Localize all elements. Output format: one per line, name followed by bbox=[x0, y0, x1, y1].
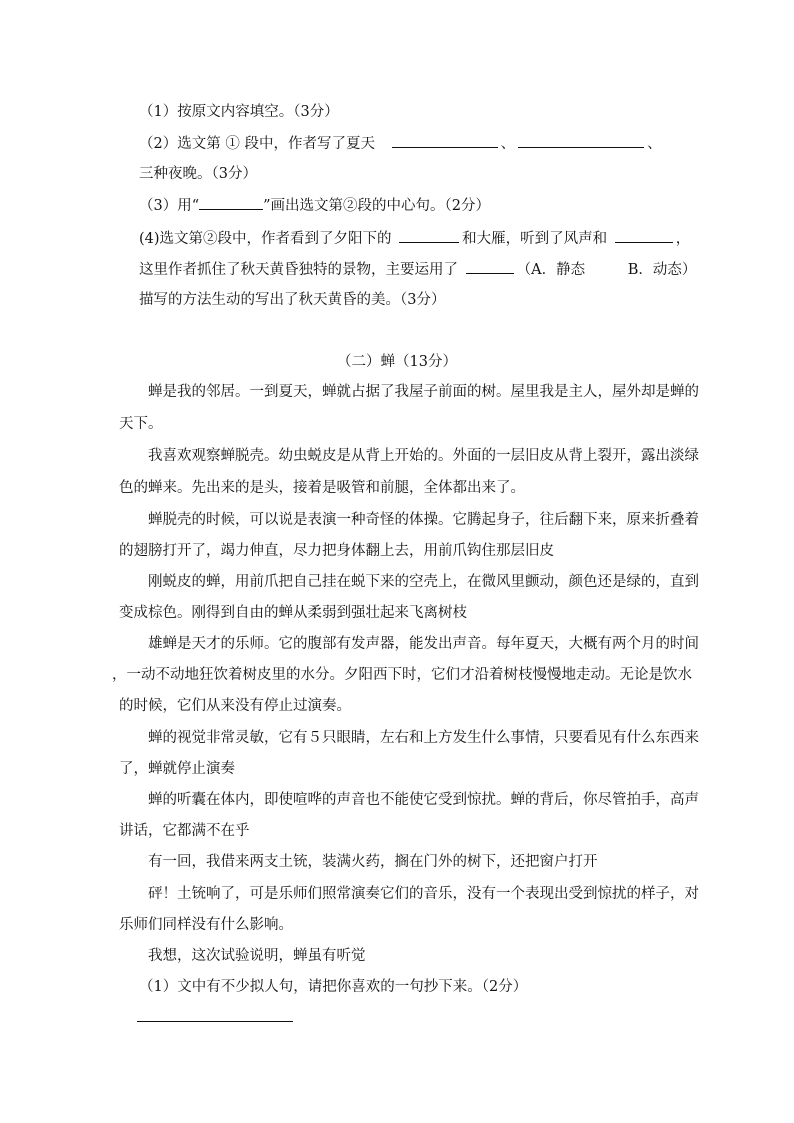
passage-line: 了，蝉就停止演奏 bbox=[119, 761, 235, 777]
passage-line: 变成棕色。刚得到自由的蝉从柔弱到强壮起来飞离树枝 bbox=[119, 605, 467, 621]
question-4-cont2: 描写的方法生动的写出了秋天黄昏的美。（3分） bbox=[139, 292, 446, 308]
question-1: （1）按原文内容填空。（3分） bbox=[139, 104, 339, 120]
answer-blank[interactable] bbox=[392, 133, 498, 148]
passage-line: 蝉的听囊在体内，即使喧哗的声音也不能使它受到惊扰。蝉的背后，你尽管拍手，高声 bbox=[148, 792, 699, 808]
passage-line: 雄蝉是天才的乐师。它的腹部有发声器，能发出声音。每年夏天，大概有两个月的时间 bbox=[148, 636, 699, 652]
question-4-cont: 这里作者抓住了秋天黄昏独特的景物，主要运用了 （A．静态 B．动态） bbox=[139, 259, 696, 280]
passage-line: 我想，这次试验说明，蝉虽有听觉 bbox=[148, 948, 366, 964]
question-4: (4)选文第②段中，作者看到了夕阳下的 和大雁，听到了风声和 ， bbox=[139, 228, 690, 249]
passage-line: ，一动不动地狂饮着树皮里的水分。夕阳西下时，它们才沿着树枝慢慢地走动。无论是饮水 bbox=[112, 667, 692, 683]
passage-line: 的翅膀打开了，竭力伸直，尽力把身体翻上去，用前爪钩住那层旧皮 bbox=[119, 543, 554, 559]
question-2: （2）选文第 ① 段中，作者写了夏天 、 、 bbox=[139, 133, 662, 154]
answer-blank[interactable] bbox=[399, 228, 459, 243]
section-title: （二）蝉（13分） bbox=[337, 354, 457, 370]
section2-question-1: （1）文中有不少拟人句，请把你喜欢的一句抄下来。（2分） bbox=[139, 979, 528, 995]
answer-blank[interactable] bbox=[518, 133, 644, 148]
passage-line: 乐师们同样没有什么影响。 bbox=[119, 917, 293, 933]
passage-line: 的时候，它们从来没有停止过演奏。 bbox=[119, 698, 351, 714]
answer-blank[interactable] bbox=[466, 259, 514, 274]
question-2-text: （2）选文第 ① 段中，作者写了夏天 bbox=[139, 136, 375, 152]
passage-line: 蝉脱壳的时候，可以说是表演一种奇怪的体操。它腾起身子，往后翻下来，原来折叠着 bbox=[148, 512, 699, 528]
question-2-cont: 三种夜晚。（3分） bbox=[139, 166, 257, 182]
answer-blank[interactable] bbox=[199, 195, 263, 210]
passage-line: 蝉的视觉非常灵敏，它有５只眼睛，左右和上方发生什么事情，只要看见有什么东西来 bbox=[148, 730, 699, 746]
passage-line: 有一回，我借来两支土铳，装满火药，搁在门外的树下，还把窗户打开 bbox=[148, 854, 598, 870]
answer-line[interactable] bbox=[137, 1021, 293, 1022]
passage-line: 刚蜕皮的蝉，用前爪把自己挂在蜕下来的空壳上，在微风里颤动，颜色还是绿的，直到 bbox=[148, 574, 699, 590]
passage-line: 蝉是我的邻居。一到夏天，蝉就占据了我屋子前面的树。屋里我是主人，屋外却是蝉的 bbox=[148, 384, 699, 400]
passage-line: 砰！土铳响了，可是乐师们照常演奏它们的音乐，没有一个表现出受到惊扰的样子，对 bbox=[148, 886, 699, 902]
question-3: （3）用“ ”画出选文第②段的中心句。（2分） bbox=[139, 195, 490, 216]
passage-line: 我喜欢观察蝉脱壳。幼虫蜕皮是从背上开始的。外面的一层旧皮从背上裂开，露出淡绿 bbox=[148, 448, 699, 464]
passage-line: 天下。 bbox=[119, 416, 163, 432]
passage-line: 色的蝉来。先出来的是头，接着是吸管和前腿，全体都出来了。 bbox=[119, 480, 525, 496]
passage-line: 讲话，它都满不在乎 bbox=[119, 823, 250, 839]
answer-blank[interactable] bbox=[615, 228, 673, 243]
